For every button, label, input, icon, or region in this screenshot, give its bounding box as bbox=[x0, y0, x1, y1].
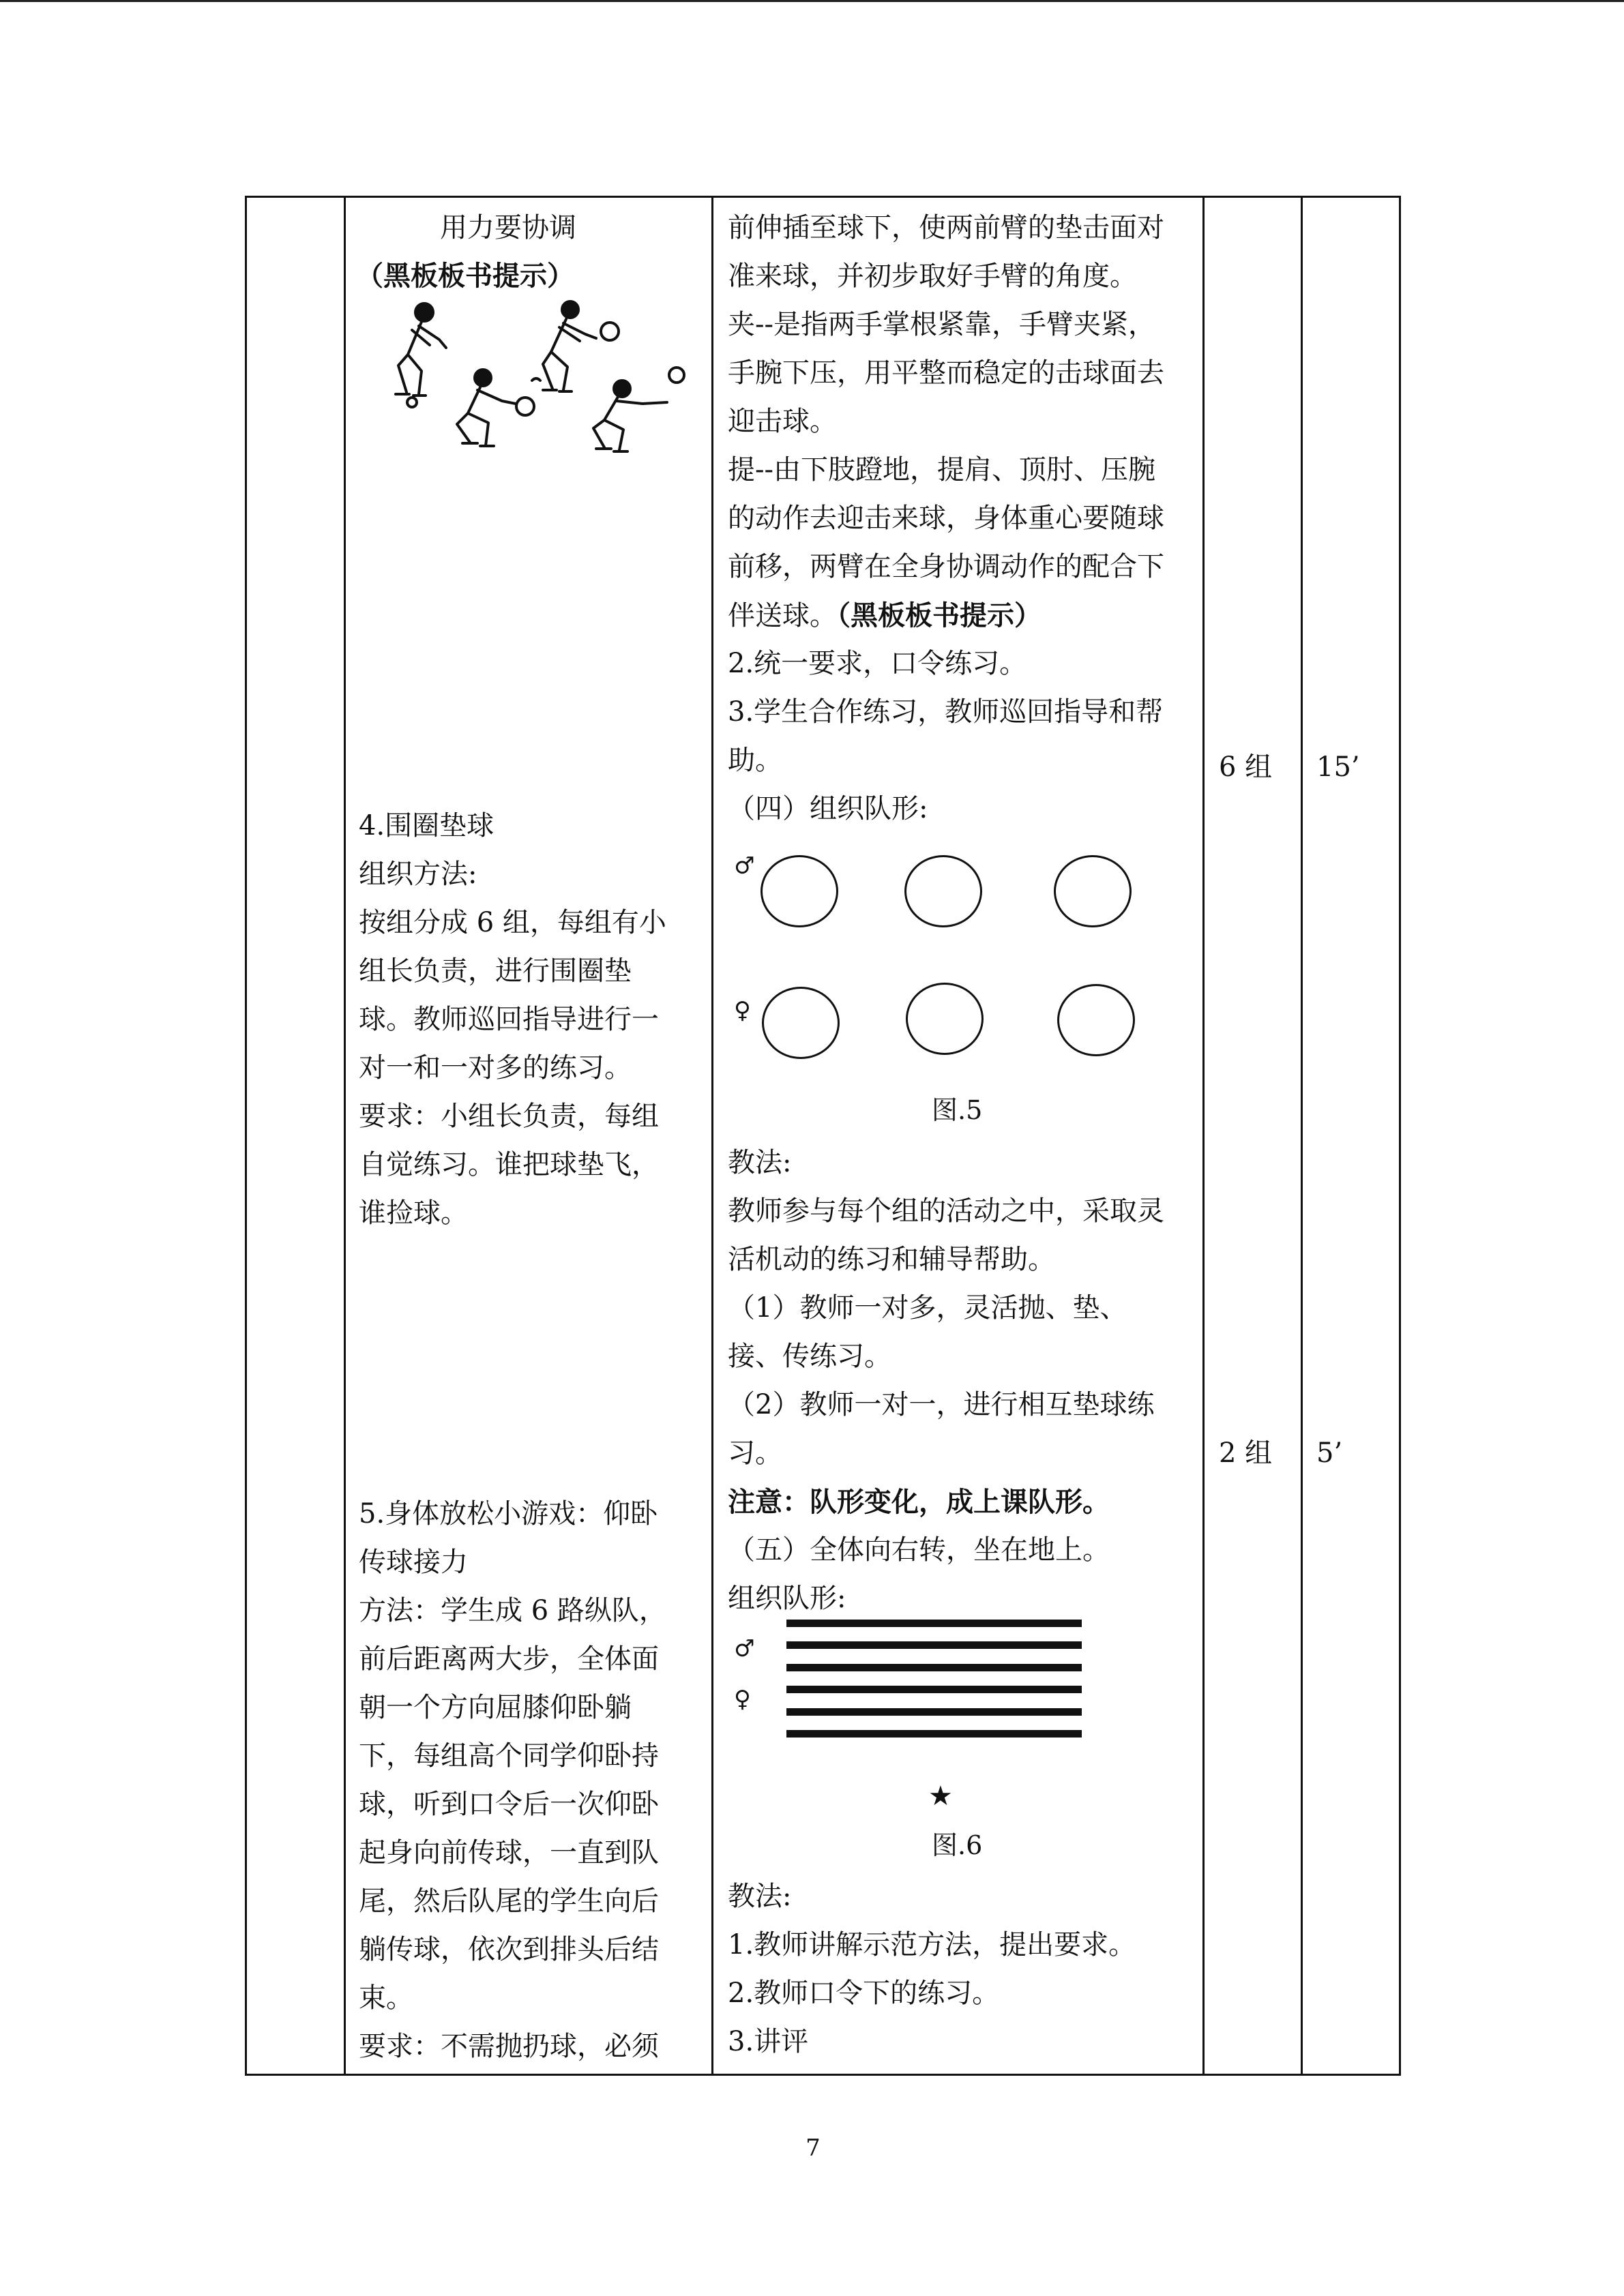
text-line: 对一和一对多的练习。 bbox=[359, 1052, 632, 1084]
text-line: （2）教师一对一，进行相互垫球练 bbox=[728, 1389, 1155, 1420]
text-line: 要求：不需抛扔球，必须 bbox=[359, 2031, 659, 2062]
group-circle bbox=[762, 987, 840, 1059]
text-fragment: 伴送球。 bbox=[728, 600, 837, 631]
text-line: 谁捡球。 bbox=[359, 1197, 468, 1229]
text-line: （1）教师一对多，灵活抛、垫、 bbox=[728, 1292, 1127, 1324]
duration: 5’ bbox=[1316, 1437, 1343, 1469]
text-line: 前后距离两大步，全体面 bbox=[359, 1643, 659, 1675]
text-line: 前伸插至球下，使两前臂的垫击面对 bbox=[728, 212, 1164, 243]
relax-game-title: 5.身体放松小游戏：仰卧 bbox=[359, 1498, 658, 1530]
page-top-rule bbox=[0, 0, 1624, 2]
text-line bbox=[728, 591, 1042, 640]
text-line: 要求：小组长负责，每组 bbox=[359, 1101, 659, 1132]
table-bottom-border bbox=[245, 2074, 1401, 2076]
student-row bbox=[786, 1708, 1082, 1716]
text-line: 习。 bbox=[728, 1437, 782, 1469]
table-border-5 bbox=[1301, 197, 1303, 2076]
text-line: 夹--是指两手掌根紧靠，手臂夹紧， bbox=[728, 309, 1156, 340]
text-line: 球。教师巡回指导进行一 bbox=[359, 1004, 659, 1035]
group-circle bbox=[761, 855, 838, 927]
text-line: 教师参与每个组的活动之中，采取灵 bbox=[728, 1195, 1164, 1227]
text-line: 接、传练习。 bbox=[728, 1341, 891, 1372]
blackboard-hint: （黑板板书提示） bbox=[837, 599, 1042, 631]
group-circle bbox=[1054, 855, 1132, 927]
text-line: 教法: bbox=[728, 1881, 792, 1912]
figure-caption: 图.5 bbox=[932, 1095, 983, 1125]
group-count: 6 组 bbox=[1219, 751, 1273, 783]
student-row bbox=[786, 1641, 1082, 1649]
female-symbol: ♀ bbox=[734, 997, 751, 1024]
text-line: 手腕下压，用平整而稳定的击球面去 bbox=[728, 357, 1164, 389]
text-line: 3.讲评 bbox=[728, 2026, 809, 2057]
text-line: 传球接力 bbox=[359, 1547, 468, 1578]
text-line: 方法：学生成 6 路纵队， bbox=[359, 1595, 666, 1626]
student-row bbox=[786, 1620, 1082, 1627]
table-border-3 bbox=[711, 197, 713, 2076]
note-line: 注意：队形变化，成上课队形。 bbox=[728, 1486, 1110, 1518]
text-line: 组织队形: bbox=[728, 1583, 846, 1614]
student-row bbox=[786, 1686, 1082, 1693]
text-line: 尾，然后队尾的学生向后 bbox=[359, 1885, 659, 1917]
volleyball-pass-illustration bbox=[368, 300, 696, 457]
text-line: 朝一个方向屈膝仰卧躺 bbox=[359, 1692, 632, 1723]
text-line: 迎击球。 bbox=[728, 406, 837, 437]
text-line: 教法: bbox=[728, 1147, 792, 1178]
text-line: 3.学生合作练习，教师巡回指导和帮 bbox=[728, 696, 1164, 728]
teacher-star-icon: ★ bbox=[928, 1780, 953, 1812]
group-count: 2 组 bbox=[1219, 1437, 1273, 1469]
text-line: 助。 bbox=[728, 745, 782, 776]
text-line: 提--由下肢蹬地，提肩、顶肘、压腕 bbox=[728, 454, 1156, 486]
text-line: 前移，两臂在全身协调动作的配合下 bbox=[728, 551, 1164, 582]
group-circle bbox=[1057, 984, 1135, 1056]
text-line: 组长负责，进行围圈垫 bbox=[359, 955, 632, 987]
table-border-4 bbox=[1202, 197, 1205, 2076]
student-row bbox=[786, 1730, 1082, 1738]
text-line: （四）组织队形: bbox=[728, 793, 928, 824]
blackboard-hint: （黑板板书提示） bbox=[356, 260, 574, 292]
text-line: 按组分成 6 组，每组有小 bbox=[359, 907, 666, 938]
text-line: 1.教师讲解示范方法，提出要求。 bbox=[728, 1929, 1136, 1960]
text-line: 的动作去迎击来球，身体重心要随球 bbox=[728, 503, 1164, 534]
text-line: 2.统一要求，口令练习。 bbox=[728, 648, 1027, 679]
male-symbol: ♂ bbox=[734, 1635, 755, 1663]
text-line: 自觉练习。谁把球垫飞， bbox=[359, 1149, 659, 1180]
student-row bbox=[786, 1664, 1082, 1671]
figure-caption: 图.6 bbox=[932, 1830, 983, 1860]
page-number: 7 bbox=[806, 2134, 821, 2162]
group-circle bbox=[906, 983, 984, 1055]
male-symbol: ♂ bbox=[734, 852, 755, 880]
table-border-2 bbox=[344, 197, 346, 2076]
duration: 15’ bbox=[1316, 751, 1360, 783]
coordination-line: 用力要协调 bbox=[440, 212, 576, 243]
text-line: 活机动的练习和辅导帮助。 bbox=[728, 1244, 1055, 1275]
text-line: 起身向前传球，一直到队 bbox=[359, 1837, 659, 1868]
text-line: 束。 bbox=[359, 1982, 413, 2014]
text-line: 球，听到口令后一次仰卧 bbox=[359, 1789, 659, 1820]
circle-passing-title: 4.围圈垫球 bbox=[359, 810, 494, 841]
text-line: 组织方法: bbox=[359, 859, 477, 890]
text-line: 2.教师口令下的练习。 bbox=[728, 1978, 1000, 2009]
text-line: 准来球，并初步取好手臂的角度。 bbox=[728, 260, 1137, 292]
table-border-1 bbox=[245, 197, 247, 2076]
group-circle bbox=[904, 855, 982, 927]
table-top-border bbox=[245, 196, 1401, 198]
female-symbol: ♀ bbox=[734, 1686, 751, 1713]
text-line: （五）全体向右转，坐在地上。 bbox=[728, 1534, 1110, 1566]
text-line: 躺传球，依次到排头后结 bbox=[359, 1934, 659, 1965]
table-border-6 bbox=[1399, 197, 1401, 2076]
text-line: 下，每组高个同学仰卧持 bbox=[359, 1740, 659, 1772]
